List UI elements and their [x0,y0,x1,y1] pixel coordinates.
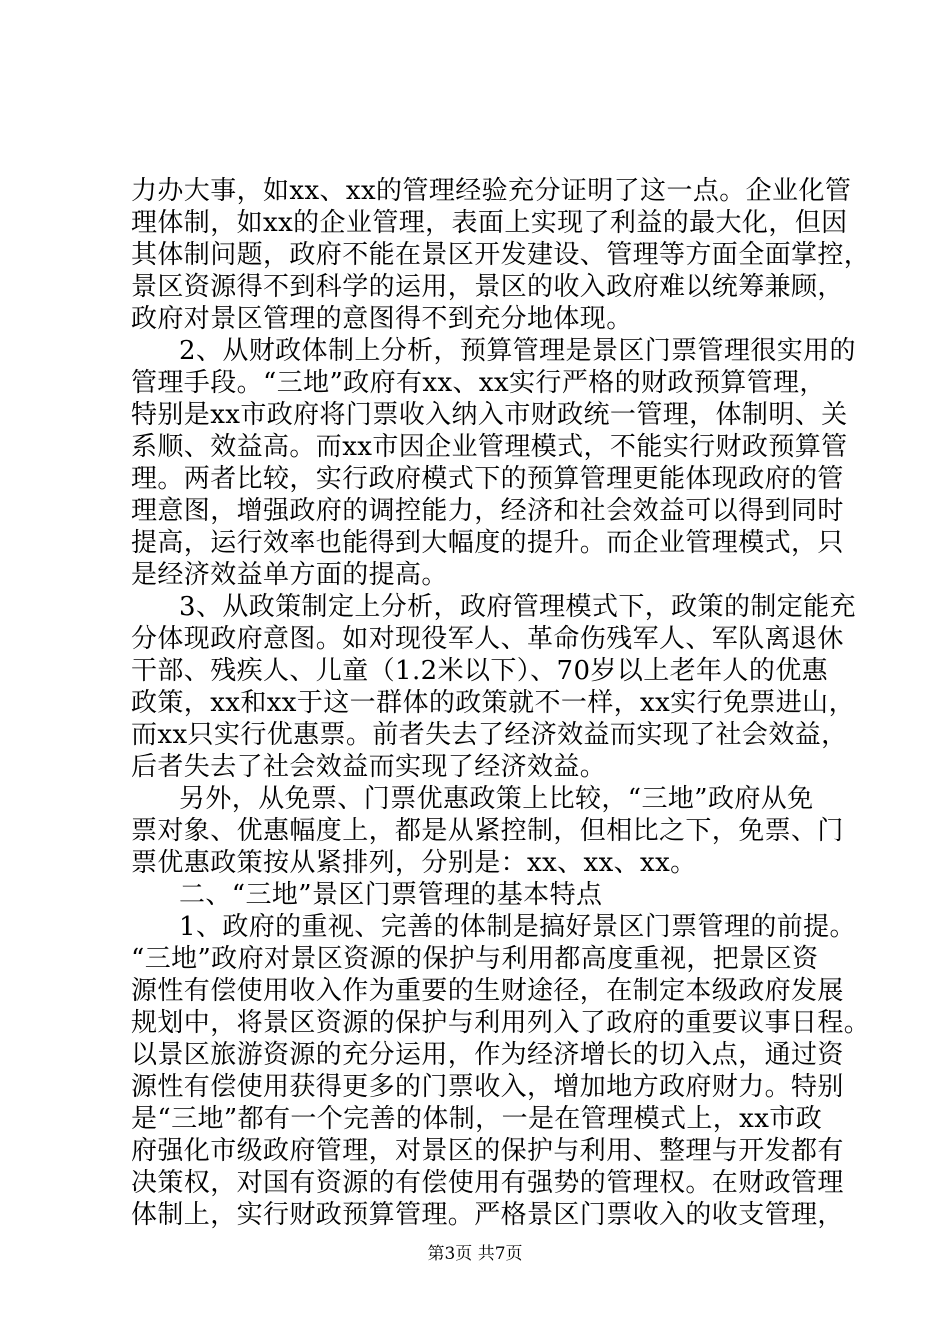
text-line: 系顺、效益高。而xx市因企业管理模式，不能实行财政预算管 [131,432,848,462]
text-line: 府强化市级政府管理，对景区的保护与利用、整理与开发都有 [131,1136,844,1166]
text-line: 票优惠政策按从紧排列，分别是：xx、xx、xx。 [131,848,697,878]
text-line: 源性有偿使用收入作为重要的生财途径，在制定本级政府发展 [131,976,844,1006]
text-line: 提高，运行效率也能得到大幅度的提升。而企业管理模式，只 [131,528,844,558]
text-line: “三地”政府对景区资源的保护与利用都高度重视，把景区资 [131,944,819,974]
paragraph-government-attention [131,911,871,1231]
page-number: 第3页 共7页 [427,1244,523,1264]
paragraph-finance-system [131,335,856,591]
text-line: 理意图，增强政府的调控能力，经济和社会效益可以得到同时 [131,496,844,526]
paragraph-continuation [131,175,871,335]
section-heading [131,879,831,911]
text-line: 另外，从免票、门票优惠政策上比较，“三地”政府从免 [179,784,814,814]
text-line: 景区资源得不到科学的运用，景区的收入政府难以统筹兼顾， [131,272,844,302]
text-line: 票对象、优惠幅度上，都是从紧控制，但相比之下，免票、门 [131,816,844,846]
text-line: 干部、残疾人、儿童（1.2米以下）、70岁以上老年人的优惠 [131,656,829,686]
text-line: 后者失去了社会效益而实现了经济效益。 [131,752,607,782]
text-line: 其体制问题，政府不能在景区开发建设、管理等方面全面掌控， [131,240,871,270]
heading-line: 二、“三地”景区门票管理的基本特点 [179,880,603,910]
text-line: 是经济效益单方面的提高。 [131,560,448,590]
text-line: 特别是xx市政府将门票收入纳入市财政统一管理，体制明、关 [131,400,848,430]
text-line: 决策权，对国有资源的有偿使用有强势的管理权。在财政管理 [131,1168,844,1198]
text-line: 理体制，如xx的企业管理，表面上实现了利益的最大化，但因 [131,208,848,238]
text-line: 理。两者比较，实行政府模式下的预算管理更能体现政府的管 [131,464,844,494]
page-footer [0,1243,950,1265]
text-line: 管理手段。“三地”政府有xx、xx实行严格的财政预算管理， [131,368,826,398]
text-line: 力办大事，如xx、xx的管理经验充分证明了这一点。企业化管 [131,176,852,206]
text-line: 政府对景区管理的意图得不到充分地体现。 [131,304,633,334]
text-line: 分体现政府意图。如对现役军人、革命伤残军人、军队离退休 [131,624,844,654]
document-body [131,175,871,1231]
text-line: 2、从财政体制上分析，预算管理是景区门票管理很实用的 [179,336,856,366]
paragraph-ticket-policy [131,783,844,879]
text-line: 政策，xx和xx于这一群体的政策就不一样，xx实行免票进山， [131,688,855,718]
text-line: 是“三地”都有一个完善的体制，一是在管理模式上，xx市政 [131,1104,823,1134]
text-line: 规划中，将景区资源的保护与利用列入了政府的重要议事日程。 [131,1008,871,1038]
text-line: 体制上，实行财政预算管理。严格景区门票收入的收支管理， [131,1200,844,1230]
text-line: 以景区旅游资源的充分运用，作为经济增长的切入点，通过资 [131,1040,844,1070]
text-line: 1、政府的重视、完善的体制是搞好景区门票管理的前提。 [179,912,856,942]
paragraph-policy-making [131,591,856,783]
text-line: 3、从政策制定上分析，政府管理模式下，政策的制定能充 [179,592,856,622]
text-line: 而xx只实行优惠票。前者失去了经济效益而实现了社会效益， [131,720,848,750]
text-line: 源性有偿使用获得更多的门票收入，增加地方政府财力。特别 [131,1072,844,1102]
